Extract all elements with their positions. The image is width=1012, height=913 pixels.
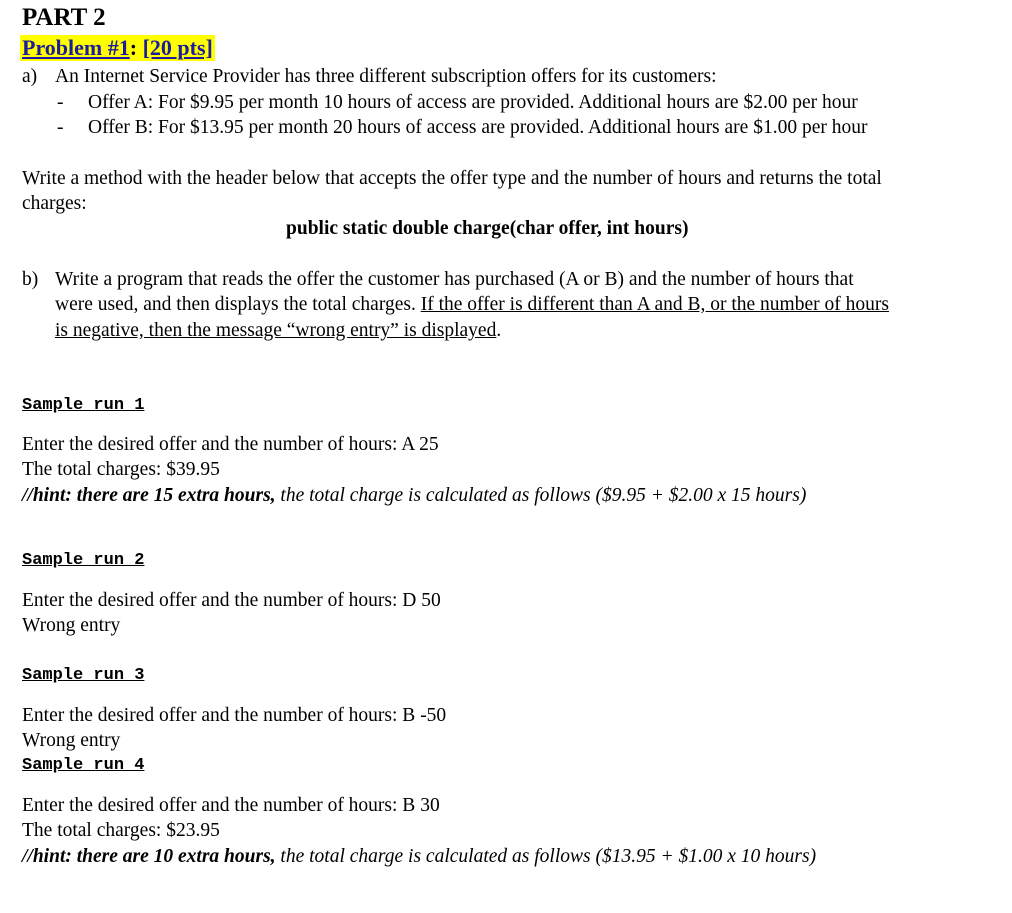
part-b-condition-underlined-cont: is negative, then the message “wrong entry” is displayed [55,320,497,341]
problem-points: [20 pts] [142,35,213,60]
bullet-dash: - [57,117,64,138]
problem-heading [20,35,215,61]
part-a-marker: a) [22,66,38,87]
sample-run-4-hint-rest: the total charge is calculated as follows ($13.95 + $1.00 x 10 hours) [275,846,817,867]
problem-label: Problem #1 [22,35,130,60]
method-signature: public static double charge(char offer, int hours) [286,218,689,239]
sample-run-1-line-2: The total charges: $39.95 [22,459,220,480]
method-instruction-line-1: Write a method with the header below that accepts the offer type and the number of hours and returns the total [22,168,882,189]
sample-run-3-label: Sample run 3 [22,666,145,685]
bullet-dash: - [57,92,64,113]
part-b-line-1: Write a program that reads the offer the customer has purchased (A or B) and the number of hours that [55,269,854,290]
sample-run-2-line-2: Wrong entry [22,615,121,636]
sample-run-4-line-2: The total charges: $23.95 [22,820,220,841]
offer-b-text: Offer B: For $13.95 per month 20 hours of access are provided. Additional hours are $1.00 per hour [88,117,868,138]
sample-run-2-line-1: Enter the desired offer and the number of hours: D 50 [22,590,441,611]
part-b-marker: b) [22,269,39,290]
sample-run-3-line-1: Enter the desired offer and the number of hours: B -50 [22,705,447,726]
sample-run-4-line-1: Enter the desired offer and the number of hours: B 30 [22,795,440,816]
sample-run-1-hint-bold: //hint: there are 15 extra hours, [22,485,276,506]
part-b-line-3-end: . [496,320,502,341]
sample-run-2-label: Sample run 2 [22,551,145,570]
sample-run-4-label: Sample run 4 [22,756,145,775]
part-b-line-2 [55,293,889,317]
part-b-line-2-plain: were used, and then displays the total charges. [55,294,421,315]
offer-a-text: Offer A: For $9.95 per month 10 hours of access are provided. Additional hours are $2.00 per hour [88,92,858,113]
sample-run-4-hint-bold: //hint: there are 10 extra hours, [22,846,276,867]
problem-colon: : [129,35,138,60]
part-b-line-3 [55,319,501,343]
sample-run-1-hint [22,484,806,508]
part-title: PART 2 [22,4,106,31]
sample-run-1-hint-rest: the total charge is calculated as follows ($9.95 + $2.00 x 15 hours) [275,485,807,506]
part-b-condition-underlined: If the offer is different than A and B, or the number of hours [420,294,889,315]
sample-run-1-line-1: Enter the desired offer and the number of hours: A 25 [22,434,439,455]
sample-run-4-hint [22,845,816,869]
sample-run-3-line-2: Wrong entry [22,730,121,751]
method-instruction-line-2: charges: [22,193,87,214]
sample-run-1-label: Sample run 1 [22,396,145,415]
part-a-intro: An Internet Service Provider has three different subscription offers for its customers: [55,66,717,87]
